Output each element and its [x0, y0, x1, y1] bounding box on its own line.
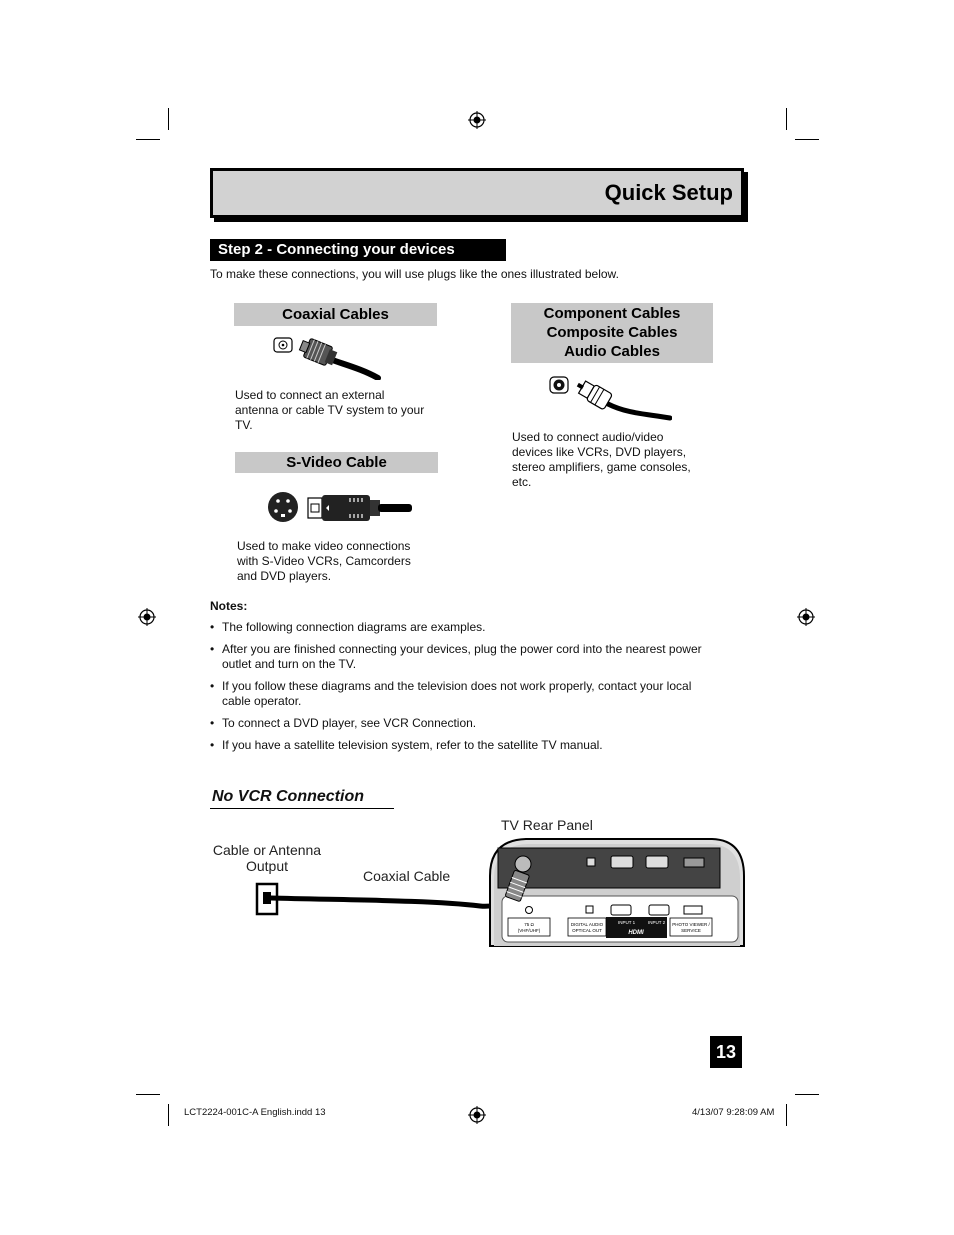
cable-antenna-output-label: Cable or Antenna Output [212, 842, 322, 874]
step-banner: Step 2 - Connecting your devices [210, 239, 506, 261]
note-item: • To connect a DVD player, see VCR Connection. [210, 716, 730, 731]
coaxial-cable [271, 886, 512, 906]
top-jack-strip [498, 848, 720, 888]
svideo-plug-icon [266, 490, 414, 526]
connection-diagram [250, 834, 746, 950]
page-number: 13 [710, 1036, 742, 1068]
coaxial-label: Coaxial Cables [234, 303, 437, 326]
registration-mark-right [797, 608, 815, 626]
hdmi-logo: HDMI [628, 930, 644, 936]
registration-mark-top [468, 111, 486, 129]
component-label: Component Cables Composite Cables Audio Cables [511, 303, 713, 363]
tv-rear-panel-label: TV Rear Panel [501, 817, 593, 833]
footer-file-name: LCT2224-001C-A English.indd 13 [184, 1107, 326, 1118]
port-label-input-2: INPUT 2 [648, 920, 666, 925]
footer-timestamp: 4/13/07 9:28:09 AM [692, 1107, 775, 1118]
title-bar [210, 168, 744, 218]
svideo-description: Used to make video connections with S-Video VCRs, Camcorders and DVD players. [237, 539, 411, 583]
port-label-vhf-uhf: (VHF/UHF) [517, 928, 541, 933]
notes-list [210, 620, 730, 760]
note-item: • After you are finished connecting your devices, plug the power cord into the nearest power outlet and turn on the TV. [210, 642, 730, 672]
port-label-75-ohm: 75 Ω [524, 922, 534, 927]
port-label-input-1: INPUT 1 [618, 920, 636, 925]
notes-title: Notes: [210, 599, 248, 613]
registration-mark-bottom [468, 1106, 486, 1124]
note-item: • The following connection diagrams are examples. [210, 620, 730, 635]
coaxial-plug-icon [272, 334, 384, 380]
note-item: • If you have a satellite television system, refer to the satellite TV manual. [210, 738, 730, 753]
section-title-no-vcr: No VCR Connection [210, 788, 394, 809]
coaxial-cable-label: Coaxial Cable [363, 868, 451, 884]
port-label-optical-out: OPTICAL OUT [572, 928, 602, 933]
svideo-label: S-Video Cable [235, 452, 438, 473]
note-item: • If you follow these diagrams and the television does not work properly, contact your local cable operator. [210, 679, 730, 709]
component-description: Used to connect audio/video devices like VCRs, DVD players, stereo amplifiers, game consoles, etc. [512, 430, 691, 489]
intro-text: To make these connections, you will use plugs like the ones illustrated below. [210, 267, 619, 281]
port-label-photo-viewer: PHOTO VIEWER / [672, 922, 710, 927]
coaxial-description: Used to connect an external antenna or cable TV system to your TV. [235, 388, 425, 432]
page-title: Quick Setup [604, 180, 733, 205]
port-label-service: SERVICE [681, 928, 701, 933]
port-label-digital-audio: DIGITAL AUDIO [570, 922, 604, 927]
rca-plug-icon [548, 374, 672, 422]
registration-mark-left [138, 608, 156, 626]
